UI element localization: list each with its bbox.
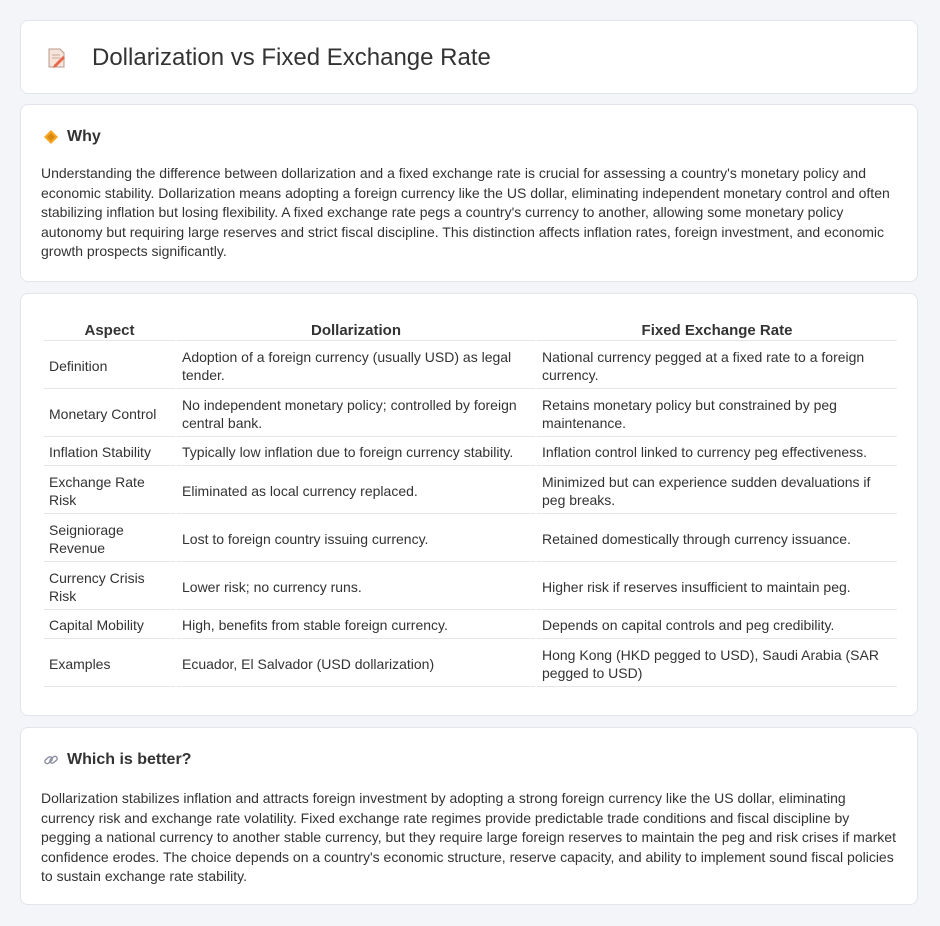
title-card	[20, 20, 918, 94]
header-dollarization: Dollarization	[177, 316, 535, 341]
fixed-rate-cell: Retained domestically through currency issuance.	[537, 516, 897, 562]
link-icon	[43, 752, 59, 768]
which-text: Dollarization stabilizes inflation and attracts foreign investment by adopting a strong foreign currency like the US dollar, eliminating currency risk and exchange rate volatility. Fixed exchange rate regimes provide predictable trade conditions and fiscal discipline by pegging a national currency to another stable currency, but they require large foreign reserves to maintain the peg and risk crises if market confidence erodes. The choice depends on a country's economic structure, reserve capacity, and ability to implement sound fiscal policies to sustain exchange rate stability.	[41, 790, 896, 884]
fixed-rate-cell: Minimized but can experience sudden devaluations if peg breaks.	[537, 468, 897, 514]
aspect-cell: Exchange Rate Risk	[44, 468, 175, 514]
table-row	[44, 343, 897, 389]
table-row	[44, 468, 897, 514]
aspect-cell: Monetary Control	[44, 391, 175, 437]
dollarization-cell: Typically low inflation due to foreign currency stability.	[177, 439, 535, 466]
header-fixed-exchange-rate: Fixed Exchange Rate	[537, 316, 897, 341]
dollarization-cell: Lost to foreign country issuing currency.	[177, 516, 535, 562]
table-row	[44, 439, 897, 466]
aspect-cell: Capital Mobility	[44, 612, 175, 639]
which-heading-row	[43, 750, 191, 770]
aspect-cell: Definition	[44, 343, 175, 389]
fixed-rate-cell: Hong Kong (HKD pegged to USD), Saudi Arabia (SAR pegged to USD)	[537, 641, 897, 687]
aspect-cell: Examples	[44, 641, 175, 687]
why-heading-row	[43, 127, 101, 147]
aspect-cell: Currency Crisis Risk	[44, 564, 175, 610]
dollarization-cell: Adoption of a foreign currency (usually USD) as legal tender.	[177, 343, 535, 389]
fixed-rate-cell: Higher risk if reserves insufficient to maintain peg.	[537, 564, 897, 610]
which-heading: Which is better?	[67, 751, 192, 768]
document-pencil-icon	[46, 47, 68, 69]
header-aspect: Aspect	[44, 316, 175, 341]
page-title: Dollarization vs Fixed Exchange Rate	[92, 44, 491, 71]
which-section	[20, 727, 918, 905]
comparison-table	[42, 314, 899, 689]
table-row	[44, 391, 897, 437]
table-row	[44, 516, 897, 562]
why-text: Understanding the difference between dollarization and a fixed exchange rate is crucial for assessing a country's monetary policy and economic stability. Dollarization means adopting a foreign currency like the US dollar, eliminating independent monetary control and often stabilizing inflation but losing flexibility. A fixed exchange rate pegs a country's currency to another, allowing some monetary policy autonomy but requiring large reserves and strict fiscal discipline. This distinction affects inflation rates, foreign investment, and economic growth prospects significantly.	[41, 165, 890, 259]
why-section	[20, 104, 918, 282]
dollarization-cell: Eliminated as local currency replaced.	[177, 468, 535, 514]
aspect-cell: Inflation Stability	[44, 439, 175, 466]
dollarization-cell: No independent monetary policy; controlled by foreign central bank.	[177, 391, 535, 437]
why-heading: Why	[67, 128, 101, 145]
dollarization-cell: Lower risk; no currency runs.	[177, 564, 535, 610]
comparison-table-card	[20, 293, 918, 716]
fixed-rate-cell: Depends on capital controls and peg credibility.	[537, 612, 897, 639]
table-row	[44, 641, 897, 687]
aspect-cell: Seigniorage Revenue	[44, 516, 175, 562]
dollarization-cell: Ecuador, El Salvador (USD dollarization)	[177, 641, 535, 687]
fixed-rate-cell: National currency pegged at a fixed rate to a foreign currency.	[537, 343, 897, 389]
fixed-rate-cell: Inflation control linked to currency peg effectiveness.	[537, 439, 897, 466]
diamond-icon	[43, 129, 59, 145]
table-row	[44, 564, 897, 610]
fixed-rate-cell: Retains monetary policy but constrained by peg maintenance.	[537, 391, 897, 437]
table-row	[44, 612, 897, 639]
dollarization-cell: High, benefits from stable foreign currency.	[177, 612, 535, 639]
